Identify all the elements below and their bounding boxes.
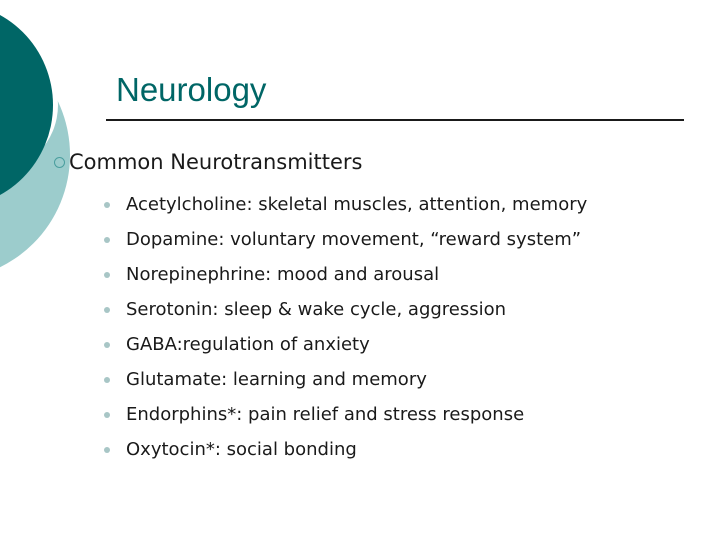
bullet-dot-icon [104,202,110,208]
list-item-text: Norepinephrine: mood and arousal [126,264,440,285]
list-item [104,397,587,432]
bullet-dot-icon [104,447,110,453]
list-item [104,292,587,327]
hollow-circle-bullet-icon [54,157,65,168]
bullet-dot-icon [104,272,110,278]
list-item-text: Dopamine: voluntary movement, “reward system” [126,229,582,250]
list-item-text: Serotonin: sleep & wake cycle, aggression [126,299,507,320]
slide-title: Neurology [116,71,267,108]
list-item-text: Acetylcholine: skeletal muscles, attention, memory [126,194,588,215]
list-item [104,362,587,397]
list-item [104,187,587,222]
list-item-text: Oxytocin*: social bonding [126,439,357,460]
list-item-text: Endorphins*: pain relief and stress response [126,404,525,425]
title-underline [106,119,684,121]
list-item [104,222,587,257]
bullet-dot-icon [104,307,110,313]
list-item-text: Glutamate: learning and memory [126,369,427,390]
section-heading-row [54,148,362,176]
neurotransmitter-list [104,187,587,467]
list-item [104,327,587,362]
list-item [104,257,587,292]
list-item [104,432,587,467]
bullet-dot-icon [104,412,110,418]
section-heading: Common Neurotransmitters [69,150,363,174]
bullet-dot-icon [104,377,110,383]
bullet-dot-icon [104,237,110,243]
list-item-text: GABA:regulation of anxiety [126,334,370,355]
bullet-dot-icon [104,342,110,348]
